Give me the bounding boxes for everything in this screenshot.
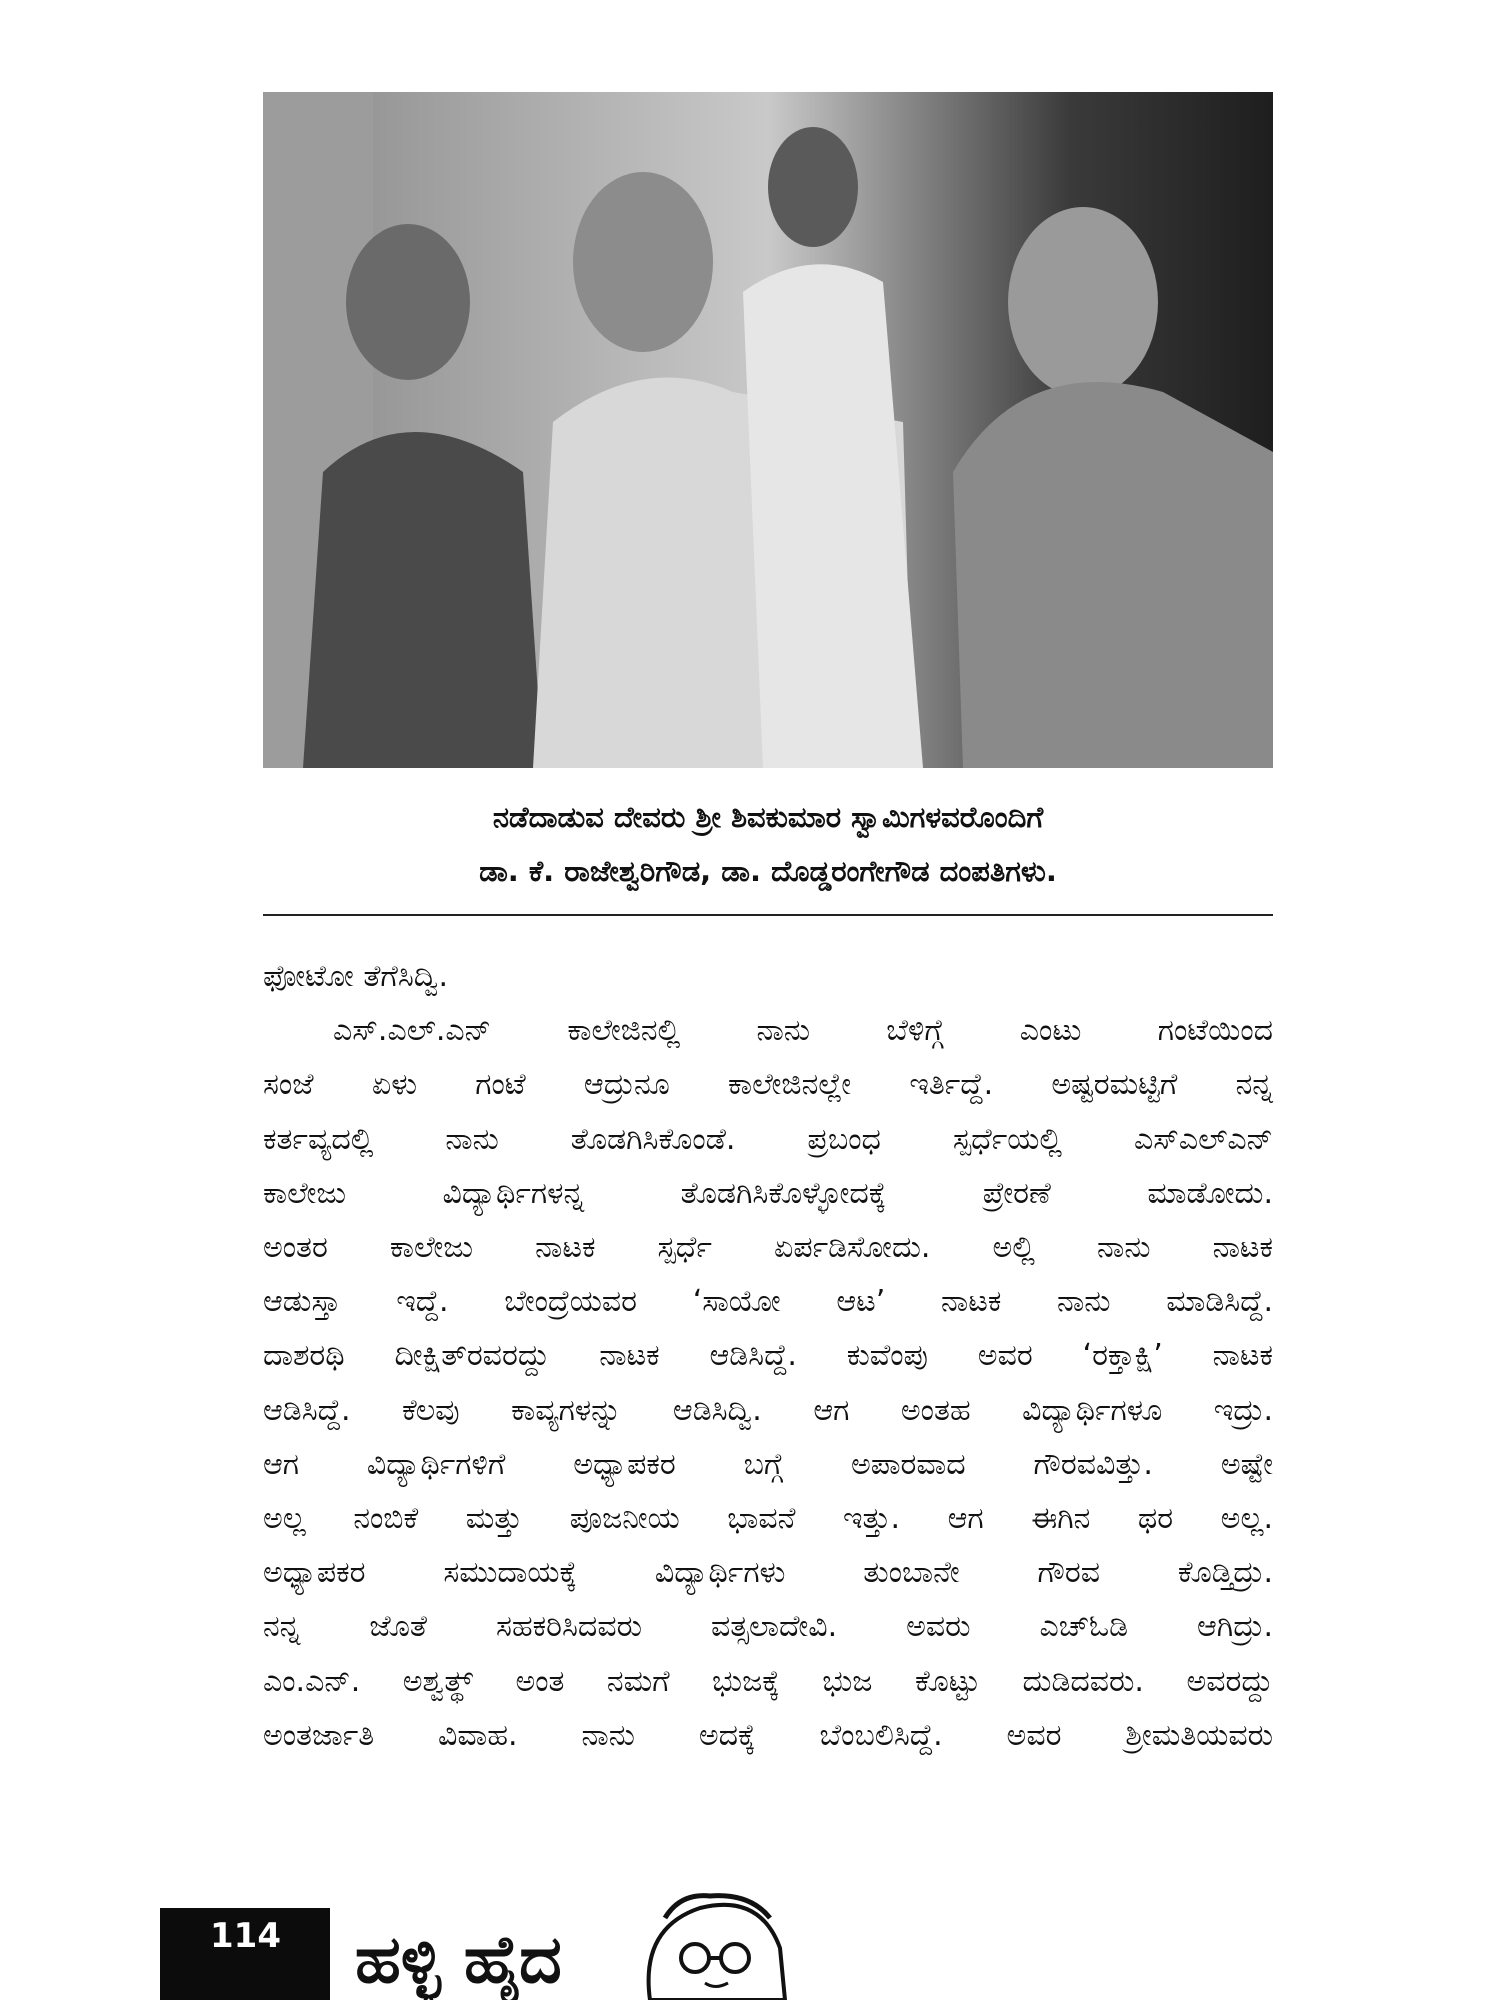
body-line: ಆಗ ವಿದ್ಯಾರ್ಥಿಗಳಿಗೆ ಅಧ್ಯಾಪಕರ ಬಗ್ಗೆ ಅಪಾರವಾದ ಗೌರವವಿತ್ತು. ಅಷ್ಟೇ <box>263 1446 1273 1482</box>
body-line: ಫೋಟೋ ತೆಗೆಸಿದ್ವಿ. <box>263 959 449 994</box>
body-line: ಆಡುಸ್ತಾ ಇದ್ದೆ. ಬೇಂದ್ರೆಯವರ ‘ಸಾಯೋ ಆಟ’ ನಾಟಕ ನಾನು ಮಾಡಿಸಿದ್ದೆ. <box>263 1284 1273 1320</box>
body-text <box>263 950 1273 1763</box>
body-line: ಸಂಜೆ ಏಳು ಗಂಟೆ ಆದ್ರುನೂ ಕಾಲೇಜಿನಲ್ಲೇ ಇರ್ತಿದ್ದೆ. ಅಷ್ಟರಮಟ್ಟಿಗೆ ನನ್ನ <box>263 1067 1273 1103</box>
caption-line-2: ಡಾ. ಕೆ. ರಾಜೇಶ್ವರಿಗೌಡ, ಡಾ. ದೊಡ್ಡರಂಗೇಗೌಡ ದಂಪತಿಗಳು. <box>479 854 1057 888</box>
body-line: ಅಂತರ ಕಾಲೇಜು ನಾಟಕ ಸ್ಪರ್ಧೆ ಏರ್ಪಡಿಸೋದು. ಅಲ್ಲಿ ನಾನು ನಾಟಕ <box>263 1230 1273 1266</box>
photograph-of-four-people-icon <box>263 92 1273 768</box>
body-line: ಆಡಿಸಿದ್ದೆ. ಕೆಲವು ಕಾವ್ಯಗಳನ್ನು ಆಡಿಸಿದ್ವಿ. ಆಗ ಅಂತಹ ವಿದ್ಯಾರ್ಥಿಗಳೂ ಇದ್ರು. <box>263 1392 1273 1428</box>
body-line: ಕಾಲೇಜು ವಿದ್ಯಾರ್ಥಿಗಳನ್ನ ತೊಡಗಿಸಿಕೊಳ್ಳೋದಕ್ಕೆ ಪ್ರೇರಣೆ ಮಾಡೋದು. <box>263 1175 1273 1211</box>
body-line: ಅಧ್ಯಾಪಕರ ಸಮುದಾಯಕ್ಕೆ ವಿದ್ಯಾರ್ಥಿಗಳು ತುಂಬಾನೇ ಗೌರವ ಕೊಡ್ತಿದ್ರು. <box>263 1555 1273 1591</box>
body-line: ಎಸ್.ಎಲ್.ಎನ್ ಕಾಲೇಜಿನಲ್ಲಿ ನಾನು ಬೆಳಿಗ್ಗೆ ಎಂಟು ಗಂಟೆಯಿಂದ <box>333 1013 1273 1049</box>
horizontal-divider <box>263 914 1273 916</box>
body-line: ಅಂತರ್ಜಾತಿ ವಿವಾಹ. ನಾನು ಅದಕ್ಕೆ ಬೆಂಬಲಿಸಿದ್ದೆ. ಅವರ ಶ್ರೀಮತಿಯವರು <box>263 1717 1273 1753</box>
photograph <box>263 92 1273 768</box>
body-line: ಕರ್ತವ್ಯದಲ್ಲಿ ನಾನು ತೊಡಗಿಸಿಕೊಂಡೆ. ಪ್ರಬಂಧ ಸ್ಪರ್ಧೆಯಲ್ಲಿ ಎಸ್‌ಎಲ್‌ಎನ್ <box>263 1121 1273 1157</box>
body-line: ದಾಶರಥಿ ದೀಕ್ಷಿತ್‌ರವರದ್ದು ನಾಟಕ ಆಡಿಸಿದ್ದೆ. ಕುವೆಂಪು ಅವರ ‘ರಕ್ತಾಕ್ಷಿ’ ನಾಟಕ <box>263 1338 1273 1374</box>
photo-caption <box>263 790 1273 898</box>
body-line: ನನ್ನ ಜೊತೆ ಸಹಕರಿಸಿದವರು ವತ್ಸಲಾದೇವಿ. ಅವರು ಎಚ್‌ಓಡಿ ಆಗಿದ್ರು. <box>263 1609 1273 1645</box>
book-title: ಹಳ್ಳಿ ಹೈದ <box>355 1920 562 1998</box>
body-line: ಅಲ್ಲ ನಂಬಿಕೆ ಮತ್ತು ಪೂಜನೀಯ ಭಾವನೆ ಇತ್ತು. ಆಗ ಈಗಿನ ಥರ ಅಲ್ಲ. <box>263 1501 1273 1537</box>
caption-line-1: ನಡೆದಾಡುವ ದೇವರು ಶ್ರೀ ಶಿವಕುಮಾರ ಸ್ವಾಮಿಗಳವರೊಂದಿಗೆ <box>492 800 1044 834</box>
body-line: ಎಂ.ಎನ್. ಅಶ್ವತ್ಥ್ ಅಂತ ನಮಗೆ ಭುಜಕ್ಕೆ ಭುಜ ಕೊಟ್ಟು ದುಡಿದವರು. ಅವರದ್ದು <box>263 1663 1273 1699</box>
author-caricature-icon <box>610 1888 810 2000</box>
page-number: 114 <box>210 1916 281 1956</box>
